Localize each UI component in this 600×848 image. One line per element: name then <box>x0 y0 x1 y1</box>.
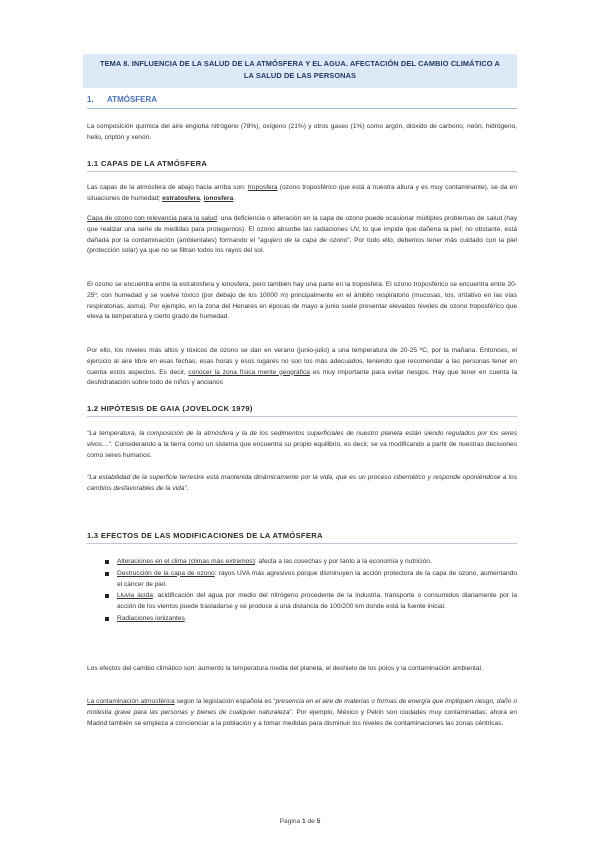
contaminacion-paragraph: La contaminación atmosférica según la legislación española es “presencia en el aire de materias o formas de energía que impliquen riesgo, daño o molestia grave para las personas y bienes de cualquier naturaleza”. Por ejemplo, México y Pekín son ciudades muy contaminadas; ahora en Madrid también se empieza a concienciar a la población y a tomar medidas para disminuir los niveles de contaminaciones las zonas céntricas. <box>87 698 517 727</box>
page-footer: Página 1 de 5 <box>279 818 321 825</box>
page-number: 1 <box>302 818 306 825</box>
ozono-paragraph: Capa de ozono con relevancia para la salud: una deficiencia o alteración en la capa de ozono puede ocasionar múltiples problemas de salud (hay que realizar una serie de medidas para protegernos). El ozono absorbe las radiaciones UV, lo que impide que dañena la piel; no obstante, está dañada por la contaminación (ambientales) formando el “agujero de la capa de ozono”. Por todo ello, debemos tener más cuidado con la piel (protección solar) ya que no se filtran todos los rayos del sol. <box>87 215 517 255</box>
ozono-troposferico-paragraph: El ozono se encuentra entre la estratosfera y ionosfera, pero también hay una parte en la troposfera. El ozono troposférico se encuentra entre 20-25º, con humedad y se vuelve tóxico (por debajo de los 10000 m) principalmente en el ámbito respiratorio (mucosas, tos, irritativo en las vías respiratorias, asma). Por ejemplo, en la zona del Henares en épocas de mayo a junio suele presentar elevados niveles de ozono troposférico que eleva la temperatura y cierto grado de humedad. <box>87 281 517 321</box>
term-estratosfera: estratosfera <box>162 194 200 202</box>
list-item: Destrucción de la capa de ozono: rayos UVA más agresivos porque disminuyen la acción protectora de la capa de ozono, aumentando el cáncer de piel. <box>105 569 517 591</box>
title-line-1: TEMA 8. INFLUENCIA DE LA SALUD DE LA ATMÓSFERA Y EL AGUA. AFECTACIÓN DEL CAMBIO CLIMÁTICO A <box>100 59 500 68</box>
term-troposfera: troposfera <box>247 184 278 191</box>
efectos-list <box>105 557 517 626</box>
term-contaminacion: La contaminación atmosférica <box>87 698 175 705</box>
subheading-gaia: 1.2 HIPÓTESIS DE GAIA (JOVELOCK 1979) <box>87 404 517 417</box>
section-number: 1. <box>87 95 94 104</box>
term-capa-ozono: Capa de ozono con relevancia para la salud <box>87 215 217 222</box>
subheading-efectos: 1.3 EFECTOS DE LAS MODIFICACIONES DE LA ATMÓSFERA <box>87 531 517 544</box>
capas-paragraph: Las capas de la atmósfera de abajo hacia arriba son: troposfera (ozono troposférico que está a nuestra altura y es muy contaminante), se da en situaciones de humedad; estratosfera, ionosfera. <box>87 184 517 202</box>
niveles-paragraph: Por ello, los niveles más altos y tóxicos de ozono se dan en verano (junio-julio) a una temperatura de 20-25 ºC, por la mañana. Entonces, el ejercicio al aire libre en esas fechas, esas horas y esos lugares no son los más adecuados, teniendo que recomendar a las personas tener en cuenta estos aspectos. Es decir, conocer la zona física mente geográfica es muy importante para evitar riesgos. Hay que tener en cuenta la deshidratación sobre todo de niños y ancianos <box>87 347 517 387</box>
title-line-2: LA SALUD DE LAS PERSONAS <box>243 71 357 80</box>
list-item: Lluvia ácida: acidificación del agua por medio del nitrógeno procedente de la industria, transporte o consumidos diariamente por la acción de los vientos puede trasladarse y se produce a una distancia de 100/200 km donde está la fuente inicial. <box>105 591 517 613</box>
section-title: ATMÓSFERA <box>107 95 158 104</box>
term-ionosfera: ionosfera <box>203 194 234 202</box>
section-heading-atmosfera <box>87 95 517 109</box>
list-item: Radiaciones ionizantes. <box>105 614 517 625</box>
gaia-paragraph-1: “La temperatura, la composición de la atmósfera y la de los sedimentos superficiales de nuestro planeta están siendo regulados por los seres vivos…”. Considerando a la tierra como un sistema que encuentra su propio equilibrio, es decir, se va modificando a partir de nuestras decisiones como seres humanos. <box>87 430 517 459</box>
subheading-capas: 1.1 CAPAS DE LA ATMÓSFERA <box>87 159 517 172</box>
gaia-paragraph-2: “La estabilidad de la superficie terrestre está mantenida dinámicamente por la vida, que es un proceso cibernético y responde oponiéndose a los cambios desfavorables de la vida”. <box>87 474 517 492</box>
cambio-climatico-paragraph: Los efectos del cambio climático son: aumento la temperatura media del planeta, el deshielo de los polos y la contaminación ambiental. <box>87 665 483 672</box>
document-title <box>83 54 517 88</box>
list-item: Alteraciones en el clima (climas más extremos): afecta a las cosechas y por tanto a la economía y nutrición. <box>105 557 517 568</box>
term-zona-geografica: conocer la zona física mente geográfica <box>188 368 310 376</box>
intro-paragraph: La composición química del aire engloba nitrógeno (78%), oxígeno (21%) y otros gases (1%) como argón, dióxido de carbono, neón, hidrógeno, helio, criptón y xenón. <box>87 123 517 141</box>
page-total: 5 <box>316 818 321 825</box>
